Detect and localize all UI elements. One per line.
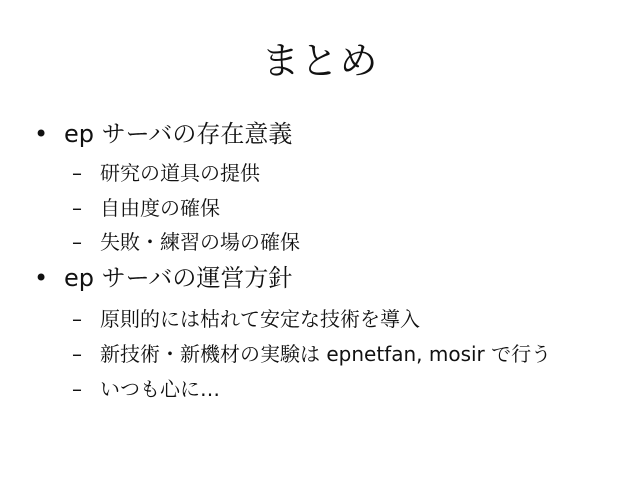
sub-bullet-text: 自由度の確保 bbox=[100, 196, 220, 220]
sub-bullet-marker: – bbox=[72, 230, 82, 254]
bullet-item bbox=[34, 118, 292, 150]
sub-bullet-text: 研究の道具の提供 bbox=[100, 161, 260, 185]
sub-bullet-text: 失敗・練習の場の確保 bbox=[100, 230, 300, 254]
sub-bullet-marker: – bbox=[72, 196, 82, 220]
sub-bullet-marker: – bbox=[72, 161, 82, 185]
sub-bullet-text: いつも心に… bbox=[100, 377, 220, 401]
sub-bullet-text: 新技術・新機材の実験は epnetfan, mosir で行う bbox=[100, 342, 552, 366]
sub-bullet-item bbox=[72, 194, 220, 222]
sub-bullet-marker: – bbox=[72, 377, 82, 401]
sub-bullet-marker: – bbox=[72, 342, 82, 366]
sub-bullet-text: 原則的には枯れて安定な技術を導入 bbox=[100, 307, 420, 331]
sub-bullet-item bbox=[72, 159, 260, 187]
bullet-marker: • bbox=[34, 264, 49, 292]
bullet-text: ep サーバの運営方針 bbox=[64, 264, 293, 292]
bullet-text: ep サーバの存在意義 bbox=[64, 120, 293, 148]
slide-title: まとめ bbox=[261, 39, 379, 83]
sub-bullet-item bbox=[72, 375, 220, 403]
sub-bullet-item bbox=[72, 340, 551, 368]
sub-bullet-marker: – bbox=[72, 307, 82, 331]
bullet-item bbox=[34, 262, 292, 294]
bullet-marker: • bbox=[34, 120, 49, 148]
sub-bullet-item bbox=[72, 228, 300, 256]
sub-bullet-item bbox=[72, 305, 420, 333]
